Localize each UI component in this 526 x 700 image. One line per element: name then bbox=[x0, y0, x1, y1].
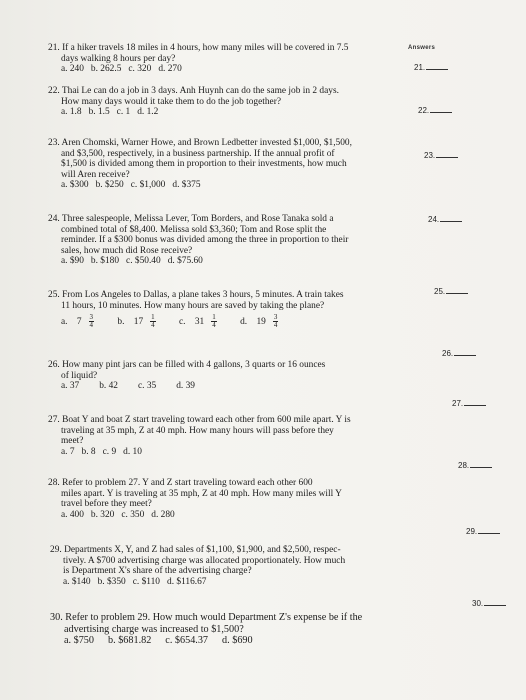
question-text-line: advertising charge was increased to $1,500? bbox=[64, 623, 244, 635]
choice-b[interactable]: b. $180 bbox=[90, 256, 120, 267]
question-text-line: Three salespeople, Melissa Lever, Tom Borders, and Rose Tanaka sold a bbox=[61, 214, 334, 224]
question-23 bbox=[48, 138, 352, 191]
choice-c[interactable]: c. $50.40 bbox=[126, 256, 161, 267]
choice-a[interactable]: a. 240 bbox=[61, 64, 84, 75]
choice-d[interactable]: d. $375 bbox=[172, 180, 201, 191]
question-text-line: reminder. If a $300 bonus was divided among the three in proportion to their bbox=[61, 235, 349, 246]
answer-blank[interactable] bbox=[430, 105, 452, 113]
answer-25[interactable] bbox=[434, 286, 468, 296]
choice-c[interactable]: c. $654.37 bbox=[165, 635, 209, 647]
answer-label: 25. bbox=[434, 287, 446, 296]
question-text-line: is Department X's share of the advertising charge? bbox=[63, 566, 252, 577]
question-text-line: $1,500 is divided among them in proportion to their investments, how much bbox=[61, 159, 347, 170]
answer-blank[interactable] bbox=[464, 398, 486, 406]
choice-a[interactable]: a. $300 bbox=[61, 180, 89, 191]
question-number: 21. bbox=[48, 43, 60, 53]
answer-29[interactable] bbox=[466, 526, 500, 536]
question-24 bbox=[48, 214, 348, 267]
question-text-line: days walking 8 hours per day? bbox=[61, 53, 176, 64]
question-22 bbox=[48, 86, 339, 118]
question-number: 24. bbox=[48, 214, 60, 224]
answer-21[interactable] bbox=[414, 62, 448, 72]
answer-blank[interactable] bbox=[470, 460, 492, 468]
choice-b[interactable]: b. 262.5 bbox=[90, 64, 122, 75]
answer-label: 30. bbox=[472, 599, 484, 608]
answers-header: Answers bbox=[408, 45, 436, 51]
answer-blank[interactable] bbox=[426, 62, 448, 70]
choice-a[interactable]: a. $750 bbox=[64, 635, 94, 647]
question-29 bbox=[50, 545, 345, 587]
choice-c[interactable]: c. 9 bbox=[102, 446, 117, 457]
choice-d[interactable]: d. 270 bbox=[158, 64, 182, 75]
choice-d[interactable]: d. $116.67 bbox=[167, 576, 207, 587]
question-21 bbox=[48, 43, 348, 75]
answer-22[interactable] bbox=[418, 105, 452, 115]
question-text-line: How many pint jars can be filled with 4 gallons, 3 quarts or 16 ounces bbox=[62, 360, 326, 370]
answer-label: 28. bbox=[458, 461, 470, 470]
answer-label: 26. bbox=[442, 349, 454, 358]
question-text-line: 11 hours, 10 minutes. How many hours are saved by taking the plane? bbox=[61, 300, 325, 311]
question-text-line: How many days would it take them to do the job together? bbox=[61, 96, 282, 107]
question-number: 25. bbox=[48, 290, 60, 300]
choice-b[interactable]: b. $250 bbox=[95, 180, 124, 191]
choice-c[interactable]: c. $110 bbox=[132, 576, 160, 587]
answer-label: 21. bbox=[414, 63, 426, 72]
answer-label: 27. bbox=[452, 399, 464, 408]
choice-d[interactable]: d. 19 $\frac{3}{4}$ bbox=[240, 313, 278, 330]
answer-label: 22. bbox=[418, 106, 430, 115]
answer-23[interactable] bbox=[424, 150, 458, 160]
question-text-line: Boat Y and boat Z start traveling toward each other from 600 mile apart. Y is bbox=[62, 415, 351, 425]
choice-b[interactable]: b. 320 bbox=[90, 509, 115, 520]
question-28 bbox=[48, 478, 342, 520]
choice-d[interactable]: d. $690 bbox=[222, 635, 253, 647]
question-text-line: will Aren receive? bbox=[61, 169, 130, 180]
question-text-line: If a hiker travels 18 miles in 4 hours, how many miles will be covered in 7.5 bbox=[62, 43, 349, 53]
question-number: 22. bbox=[48, 86, 60, 96]
question-text-line: Thai Le can do a job in 3 days. Anh Huynh can do the same job in 2 days. bbox=[61, 86, 339, 96]
choice-a[interactable]: a. 7 bbox=[61, 446, 75, 457]
question-text-line: Refer to problem 27. Y and Z start traveling toward each other 600 bbox=[62, 478, 313, 488]
answer-30[interactable] bbox=[472, 598, 506, 608]
choice-a[interactable]: a. $140 bbox=[63, 576, 91, 587]
choice-b[interactable]: b. 8 bbox=[81, 446, 96, 457]
choice-c[interactable]: c. 320 bbox=[128, 64, 152, 75]
choice-b[interactable]: b. 1.5 bbox=[88, 107, 110, 118]
question-30 bbox=[50, 612, 362, 647]
choice-c[interactable]: c. 31 $\frac{1}{4}$ bbox=[178, 313, 216, 330]
question-text-line: tively. A $700 advertising charge was allocated proportionately. How much bbox=[63, 555, 346, 566]
choice-a[interactable]: a. 7 $\frac{3}{4}$ bbox=[61, 313, 94, 330]
choice-a[interactable]: a. 37 bbox=[61, 381, 80, 392]
question-text-line: traveling at 35 mph, Z at 40 mph. How many hours will pass before they bbox=[61, 425, 334, 436]
choice-a[interactable]: a. 1.8 bbox=[61, 107, 82, 118]
question-text-line: combined total of $8,400. Melissa sold $3,360; Tom and Rose split the bbox=[61, 224, 327, 235]
choice-c[interactable]: c. $1,000 bbox=[130, 180, 166, 191]
choice-b[interactable]: b. 17 $\frac{1}{4}$ bbox=[117, 313, 155, 330]
answer-27[interactable] bbox=[452, 398, 486, 408]
question-text-line: of liquid? bbox=[61, 370, 98, 381]
answer-label: 24. bbox=[428, 215, 440, 224]
answer-blank[interactable] bbox=[440, 214, 462, 222]
question-number: 27. bbox=[48, 415, 60, 425]
question-25 bbox=[48, 290, 344, 329]
question-26 bbox=[48, 360, 325, 392]
answer-blank[interactable] bbox=[454, 348, 476, 356]
question-text-line: meet? bbox=[61, 436, 84, 447]
answer-26[interactable] bbox=[442, 348, 476, 358]
question-number: 26. bbox=[48, 360, 60, 370]
choice-c[interactable]: c. 350 bbox=[121, 509, 145, 520]
question-text-line: Departments X, Y, and Z had sales of $1,100, $1,900, and $2,500, respec- bbox=[64, 545, 341, 555]
question-number: 28. bbox=[48, 478, 60, 488]
choice-d[interactable]: d. 1.2 bbox=[137, 107, 159, 118]
choice-a[interactable]: a. 400 bbox=[61, 509, 84, 520]
question-text-line: sales, how much did Rose receive? bbox=[61, 245, 193, 256]
question-number: 30. bbox=[50, 612, 63, 623]
question-text-line: and $3,500, respectively, in a business partnership. If the annual profit of bbox=[61, 148, 335, 159]
choice-a[interactable]: a. $90 bbox=[61, 256, 84, 267]
question-text-line: miles apart. Y is traveling at 35 mph, Z at 40 mph. How many miles will Y bbox=[61, 488, 342, 499]
question-text-line: Refer to problem 29. How much would Department Z's expense be if the bbox=[65, 612, 363, 623]
question-text-line: From Los Angeles to Dallas, a plane takes 3 hours, 5 minutes. A train takes bbox=[62, 290, 344, 300]
choice-c[interactable]: c. 35 bbox=[137, 381, 157, 392]
choice-d[interactable]: d. 280 bbox=[151, 509, 175, 520]
answer-24[interactable] bbox=[428, 214, 462, 224]
question-text-line: Aren Chomski, Warner Howe, and Brown Ledbetter invested $1,000, $1,500, bbox=[61, 138, 352, 148]
choice-d[interactable]: d. $75.60 bbox=[167, 256, 203, 267]
choice-b[interactable]: b. $350 bbox=[97, 576, 126, 587]
answer-label: 23. bbox=[424, 151, 436, 160]
answer-28[interactable] bbox=[458, 460, 492, 470]
question-number: 29. bbox=[50, 545, 62, 555]
choice-c[interactable]: c. 1 bbox=[116, 107, 131, 118]
question-number: 23. bbox=[48, 138, 60, 148]
choice-b[interactable]: b. 42 bbox=[99, 381, 118, 392]
question-27 bbox=[48, 415, 351, 457]
answer-blank[interactable] bbox=[436, 150, 458, 158]
choice-d[interactable]: d. 10 bbox=[123, 446, 142, 457]
answer-blank[interactable] bbox=[478, 526, 500, 534]
answer-label: 29. bbox=[466, 527, 478, 536]
choice-d[interactable]: d. 39 bbox=[176, 381, 195, 392]
answer-blank[interactable] bbox=[484, 598, 506, 606]
choice-b[interactable]: b. $681.82 bbox=[108, 635, 152, 647]
question-text-line: travel before they meet? bbox=[61, 499, 152, 510]
answer-blank[interactable] bbox=[446, 286, 468, 294]
